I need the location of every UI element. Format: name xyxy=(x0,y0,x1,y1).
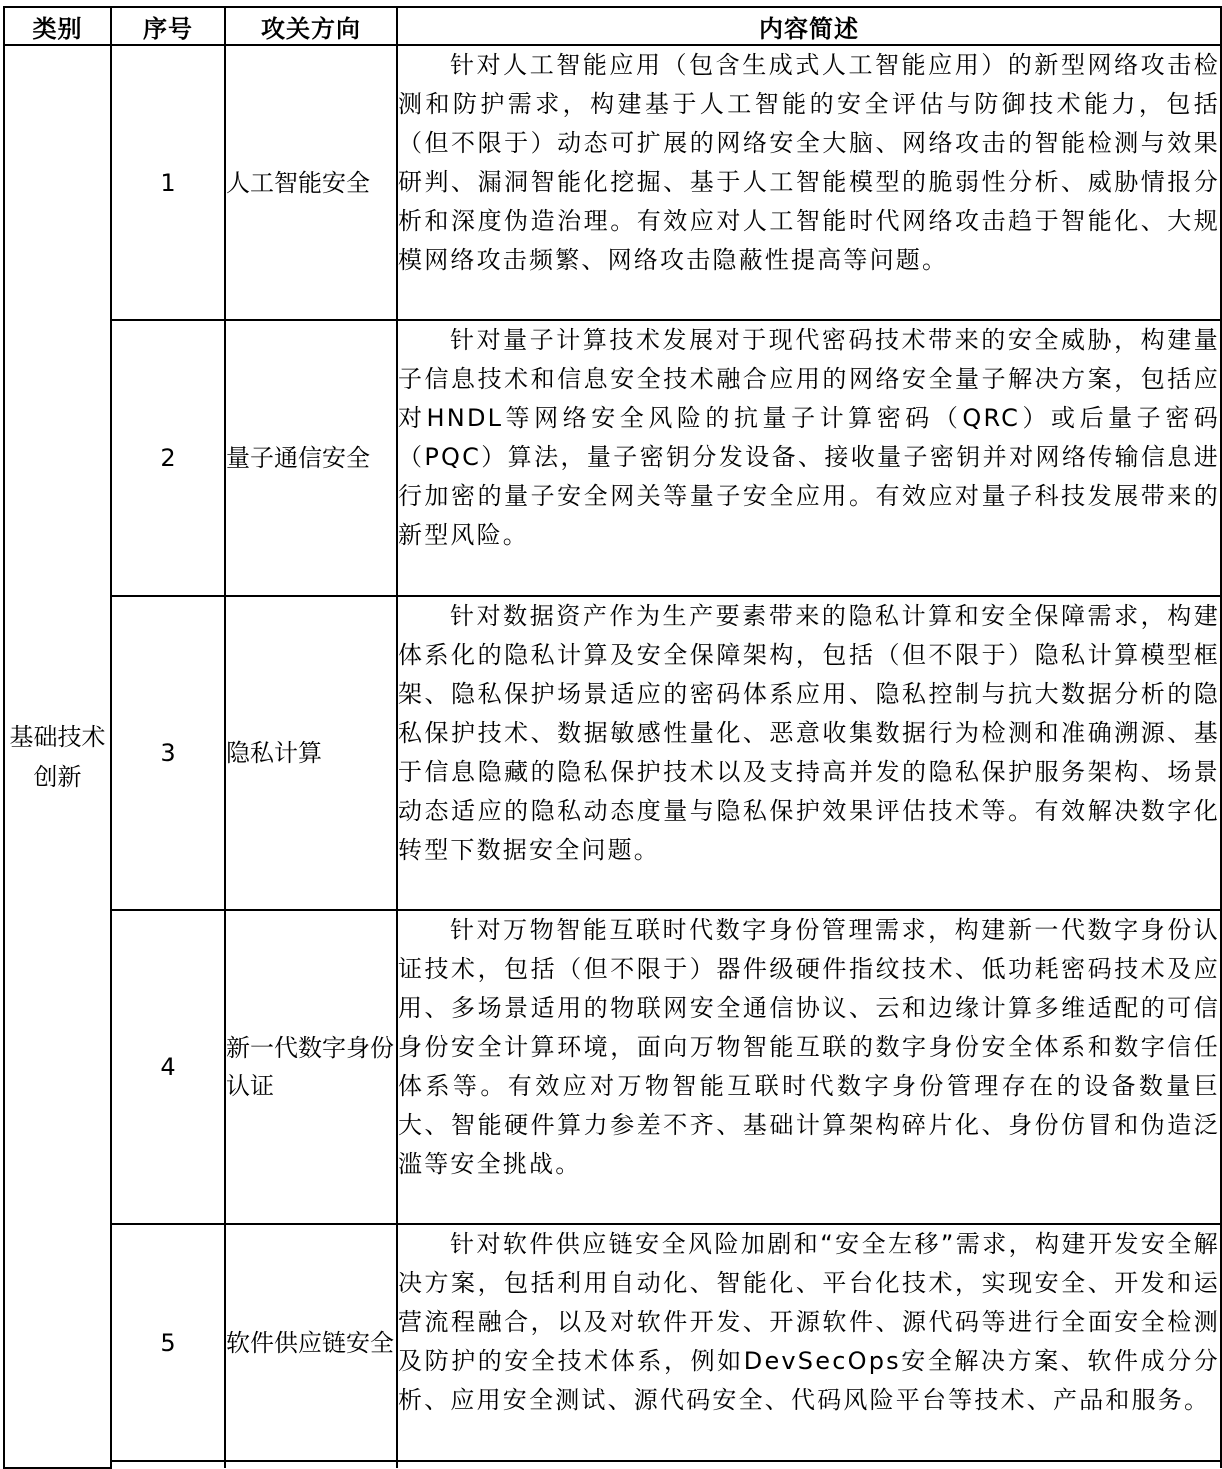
table-row xyxy=(4,1224,1221,1461)
project-table xyxy=(3,6,1222,1469)
row-description: 针对数据资产作为生产要素带来的隐私计算和安全保障需求，构建体系化的隐私计算及安全保障架构，包括（但不限于）隐私计算模型框架、隐私保护场景适应的密码体系应用、隐私控制与抗大数据分析的隐私保护技术、数据敏感性量化、恶意收集数据行为检测和准确溯源、基于信息隐藏的隐私保护技术以及支持高并发的隐私保护服务架构、场景动态适应的隐私动态度量与隐私保护效果评估技术等。有效解决数字化转型下数据安全问题。 xyxy=(397,596,1221,910)
row-number: 5 xyxy=(111,1224,225,1461)
table-row xyxy=(4,596,1221,910)
header-description: 内容简述 xyxy=(397,7,1221,45)
category-cell: 基础技术创新 xyxy=(4,45,111,1468)
row-number: 2 xyxy=(111,320,225,596)
row-description: 针对软件供应链安全风险加剧和“安全左移”需求，构建开发安全解决方案，包括利用自动化、智能化、平台化技术，实现安全、开发和运营流程融合，以及对软件开发、开源软件、源代码等进行全面安全检测及防护的安全技术体系，例如DevSecOps安全解决方案、软件成分分析、应用安全测试、源代码安全、代码风险平台等技术、产品和服务。 xyxy=(397,1224,1221,1461)
row-direction: 量子通信安全 xyxy=(225,320,397,596)
table-row xyxy=(4,320,1221,596)
row-direction: 隐私计算 xyxy=(225,596,397,910)
table-row-continuation xyxy=(4,1461,1221,1468)
header-category: 类别 xyxy=(4,7,111,45)
continuation-cell xyxy=(397,1461,1221,1468)
table-row xyxy=(4,45,1221,320)
row-number: 1 xyxy=(111,45,225,320)
header-row xyxy=(4,7,1221,45)
row-number: 4 xyxy=(111,910,225,1224)
row-direction: 新一代数字身份认证 xyxy=(225,910,397,1224)
row-description: 针对万物智能互联时代数字身份管理需求，构建新一代数字身份认证技术，包括（但不限于）器件级硬件指纹技术、低功耗密码技术及应用、多场景适用的物联网安全通信协议、云和边缘计算多维适配的可信身份安全计算环境，面向万物智能互联的数字身份安全体系和数字信任体系等。有效应对万物智能互联时代数字身份管理存在的设备数量巨大、智能硬件算力参差不齐、基础计算架构碎片化、身份仿冒和伪造泛滥等安全挑战。 xyxy=(397,910,1221,1224)
row-direction: 软件供应链安全 xyxy=(225,1224,397,1461)
row-direction: 人工智能安全 xyxy=(225,45,397,320)
row-description: 针对人工智能应用（包含生成式人工智能应用）的新型网络攻击检测和防护需求，构建基于人工智能的安全评估与防御技术能力，包括（但不限于）动态可扩展的网络安全大脑、网络攻击的智能检测与效果研判、漏洞智能化挖掘、基于人工智能模型的脆弱性分析、威胁情报分析和深度伪造治理。有效应对人工智能时代网络攻击趋于智能化、大规模网络攻击频繁、网络攻击隐蔽性提高等问题。 xyxy=(397,45,1221,320)
row-number: 3 xyxy=(111,596,225,910)
continuation-cell xyxy=(225,1461,397,1468)
header-number: 序号 xyxy=(111,7,225,45)
header-direction: 攻关方向 xyxy=(225,7,397,45)
table-row xyxy=(4,910,1221,1224)
row-description: 针对量子计算技术发展对于现代密码技术带来的安全威胁，构建量子信息技术和信息安全技术融合应用的网络安全量子解决方案，包括应对HNDL等网络安全风险的抗量子计算密码（QRC）或后量子密码（PQC）算法，量子密钥分发设备、接收量子密钥并对网络传输信息进行加密的量子安全网关等量子安全应用。有效应对量子科技发展带来的新型风险。 xyxy=(397,320,1221,596)
continuation-cell xyxy=(111,1461,225,1468)
